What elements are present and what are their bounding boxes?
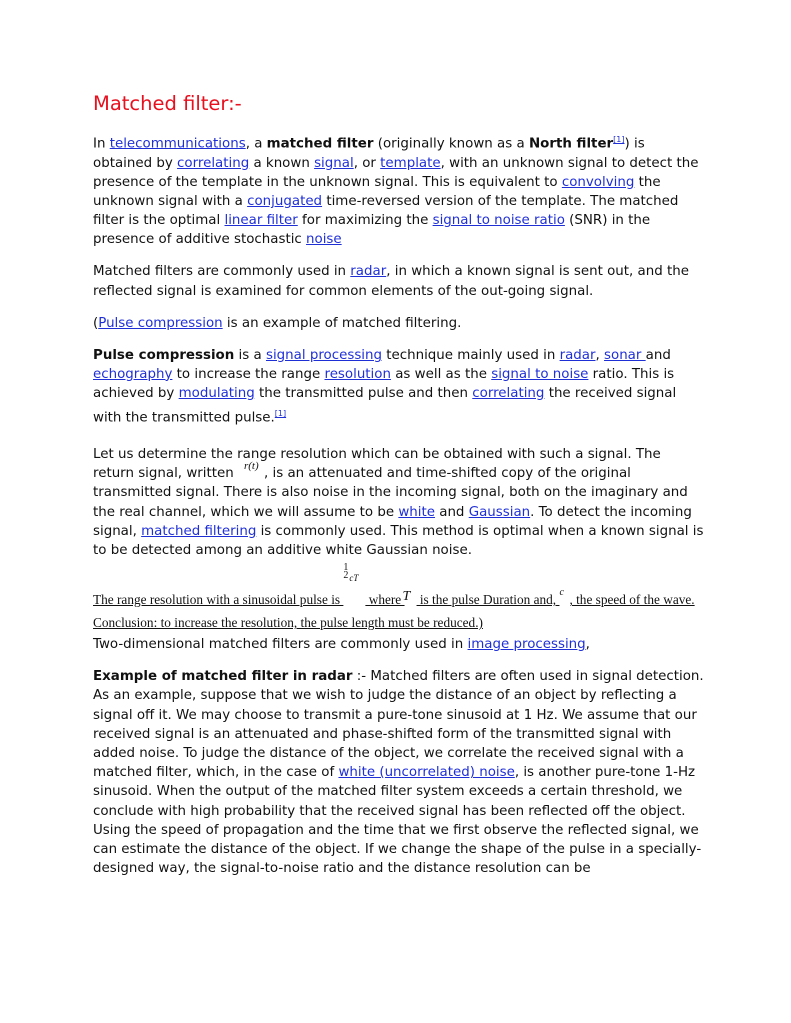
citation-link[interactable]: [1] — [274, 409, 287, 419]
text: (SNR) in the presence of additive stochastic — [93, 213, 651, 248]
paragraph-radar — [93, 262, 705, 300]
text: In — [93, 136, 110, 152]
text: the unknown signal with a — [93, 174, 661, 210]
text: where — [365, 592, 405, 608]
paragraph-two-dimensional — [93, 635, 705, 654]
text: Let us determine the range resolution which can be obtained with such a signal. The return signal, written — [93, 446, 661, 482]
link-gaussian[interactable]: Gaussian — [468, 504, 531, 520]
text: , in which a known signal is sent out, and the reflected signal is examined for common elements of the out-going signal. — [93, 264, 689, 299]
text: for maximizing the — [297, 213, 433, 229]
math-fraction: 1 2 — [343, 562, 349, 582]
math-text: c — [559, 587, 564, 599]
text: , is another pure-tone 1-Hz sinusoid. When the output of the matched filter system exceeds a certain threshold, we conclude with high probability that the received signal has been reflected off the object. Using the speed of propagation and the time that we first observe the reflected signal, we can estimate the distance of the object. If we change the shape of the pulse in a specially-designed way, the signal-to-noise ratio and the distance resolution can be — [93, 765, 702, 877]
text: (originally known as a — [373, 136, 529, 152]
text: a known — [249, 155, 315, 171]
link-signal[interactable]: signal — [314, 155, 354, 171]
text: ) is obtained by — [93, 136, 645, 171]
paragraph-conclusion: Conclusion: to increase the resolution, the pulse length must be reduced.) — [93, 615, 483, 631]
link-noise[interactable]: noise — [306, 232, 342, 248]
paragraph-range-resolution — [93, 445, 705, 560]
link-convolving[interactable]: convolving — [561, 174, 635, 190]
text: and — [434, 504, 469, 520]
text: as well as the — [390, 366, 492, 382]
link-linear-filter[interactable]: linear filter — [224, 213, 298, 229]
paragraph-example — [93, 667, 705, 878]
text: , — [585, 637, 590, 653]
link-modulating[interactable]: modulating — [178, 386, 255, 402]
paragraph-intro — [93, 129, 705, 250]
text: , the speed of the wave. — [569, 592, 695, 608]
text: The range resolution with a sinusoidal pulse is — [93, 592, 344, 608]
link-image-processing[interactable]: image processing — [467, 637, 586, 653]
text: , a — [245, 136, 267, 152]
link-signal-to-noise[interactable]: signal to noise — [491, 366, 589, 382]
text: Matched filters are commonly used in — [93, 264, 351, 280]
link-radar[interactable]: radar — [350, 264, 387, 280]
text: ( — [93, 315, 99, 331]
text: is a — [234, 347, 266, 363]
paragraph-pulse-compression — [93, 346, 705, 428]
text: is an example of matched filtering. — [222, 315, 462, 331]
link-white-noise[interactable]: white (uncorrelated) noise — [338, 765, 515, 781]
link-radar[interactable]: radar — [559, 347, 596, 363]
text: ratio. This is achieved by — [93, 366, 675, 402]
math-text: T — [402, 589, 411, 605]
citation-link[interactable]: [1] — [613, 135, 625, 144]
link-conjugated[interactable]: conjugated — [247, 194, 323, 210]
link-pulse-compression[interactable]: Pulse compression — [98, 315, 223, 331]
text: , is an attenuated and time-shifted copy of the original transmitted signal. There is also noise in the incoming signal, both on the imaginary and the real channel, which we will assume to be — [93, 466, 688, 520]
bold-north-filter: North filter — [528, 136, 614, 152]
text: , — [595, 347, 605, 363]
text: . To detect the incoming signal, — [93, 504, 692, 539]
link-echography[interactable]: echography — [93, 366, 173, 382]
text: the transmitted pulse and then — [254, 386, 473, 402]
text: :- Matched filters are often used in signal detection. As an example, suppose that we wish to judge the distance of an object by reflecting a signal off it. We may choose to transmit a pure-tone sinusoid at 1 Hz. We assume that our received signal is an attenuated and phase-shifted form of the transmitted signal with added noise. To judge the distance of the object, we correlate the received signal with a matched filter, which, in the case of — [93, 669, 704, 781]
bold-matched-filter: matched filter — [266, 136, 374, 152]
text: time-reversed version of the template. The matched filter is the optimal — [93, 194, 679, 229]
math-cT: cT — [349, 573, 359, 584]
link-resolution[interactable]: resolution — [324, 366, 391, 382]
bold-example-heading: Example of matched filter in radar — [93, 669, 353, 685]
link-template[interactable]: template — [380, 155, 441, 171]
link-matched-filtering[interactable]: matched filtering — [141, 523, 257, 539]
paragraph-range-formula — [93, 562, 705, 608]
link-correlating[interactable]: correlating — [177, 155, 250, 171]
math-text: r(t) — [243, 460, 259, 473]
page-title: Matched filter:- — [93, 92, 242, 115]
math-half-cT — [343, 562, 365, 604]
link-white[interactable]: white — [398, 504, 435, 520]
bold-pulse-compression: Pulse compression — [93, 347, 235, 363]
paragraph-pulse-example — [93, 314, 705, 333]
text: technique mainly used in — [382, 347, 560, 363]
link-signal-to-noise-ratio[interactable]: signal to noise ratio — [432, 213, 565, 229]
text: to increase the range — [172, 366, 325, 382]
link-correlating[interactable]: correlating — [472, 386, 545, 402]
text: Two-dimensional matched filters are commonly used in — [93, 637, 468, 653]
text: , or — [353, 155, 381, 171]
text: and — [645, 347, 671, 363]
text: is the pulse Duration and, — [416, 592, 560, 608]
text: the received signal with the transmitted pulse. — [93, 386, 677, 426]
link-signal-processing[interactable]: signal processing — [265, 347, 382, 363]
text: is commonly used. This method is optimal when a known signal is to be detected among an additive white Gaussian noise. — [93, 523, 704, 558]
document-page — [93, 92, 705, 891]
link-telecommunications[interactable]: telecommunications — [109, 136, 246, 152]
link-sonar[interactable]: sonar — [604, 347, 646, 363]
text: , with an unknown signal to detect the presence of the template in the unknown signal. This is equivalent to — [93, 155, 699, 190]
